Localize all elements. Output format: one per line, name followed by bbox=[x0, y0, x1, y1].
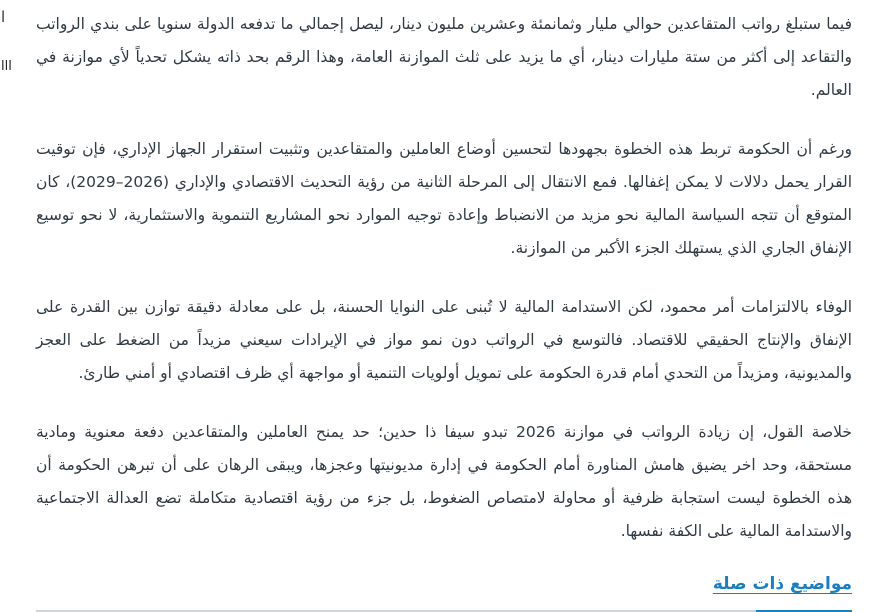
article-paragraph-2: ورغم أن الحكومة تربط هذه الخطوة بجهودها لتحسين أوضاع العاملين والمتقاعدين وتثبيت استقرار الجهاز الإداري، فإن توقيت القرار يحمل دلالات لا يمكن إغفالها. فمع الانتقال إلى المرحلة الثانية من رؤية التحديث الاقتصادي والإداري (2026–2029)، كان المتوقع أن تتجه السياسة المالية نحو مزيد من الانضباط وإعادة توجيه الموارد نحو المشاريع التنموية والاستثمارية، لا نحو توسيع الإنفاق الجاري الذي يستهلك الجزء الأكبر من الموازنة. bbox=[36, 140, 852, 257]
article-paragraph-1: فيما ستبلغ رواتب المتقاعدين حوالي مليار وثمانمئة وعشرين مليون دينار، ليصل إجمالي ما تدفعه الدولة سنويا على بندي الرواتب والتقاعد إلى أكثر من ستة مليارات دينار، أي ما يزيد على ثلث الموازنة العامة، وهذا الرقم بحد ذاته يشكل تحدياً لأي موازنة في العالم. bbox=[36, 15, 852, 99]
related-topics-heading[interactable]: مواضيع ذات صلة bbox=[712, 574, 852, 594]
related-topics-section bbox=[36, 574, 852, 612]
article-paragraph-4: خلاصة القول، إن زيادة الرواتب في موازنة 2026 تبدو سيفا ذا حدين؛ حد يمنح العاملين والمتقاعدين دفعة معنوية ومادية مستحقة، وحد اخر يضيق هامش المناورة أمام الحكومة في إدارة مديونيتها وعجزها، ويبقى الرهان على أن تبرهن الحكومة أن هذه الخطوة ليست استجابة ظرفية أو محاولة لامتصاص الضغوط، بل جزء من رؤية اقتصادية متكاملة تضع العدالة الاجتماعية والاستدامة المالية على الكفة نفسها. bbox=[36, 423, 852, 540]
article-body bbox=[14, 0, 880, 600]
edge-glyph-second: ااا bbox=[1, 59, 12, 74]
left-edge-sliver bbox=[0, 0, 14, 600]
edge-glyph-top: ا bbox=[1, 8, 6, 26]
article-paragraph-3: الوفاء بالالتزامات أمر محمود، لكن الاستدامة المالية لا تُبنى على النوايا الحسنة، بل على معادلة دقيقة توازن بين القدرة على الإنفاق والإنتاج الحقيقي للاقتصاد. فالتوسع في الرواتب دون نمو مواز في الإيرادات سيعني مزيداً من الضغط على العجز والمديونية، ومزيداً من التحدي أمام قدرة الحكومة على تمويل أولويات التنمية أو مواجهة أي ظرف اقتصادي أو أمني طارئ. bbox=[36, 298, 852, 382]
